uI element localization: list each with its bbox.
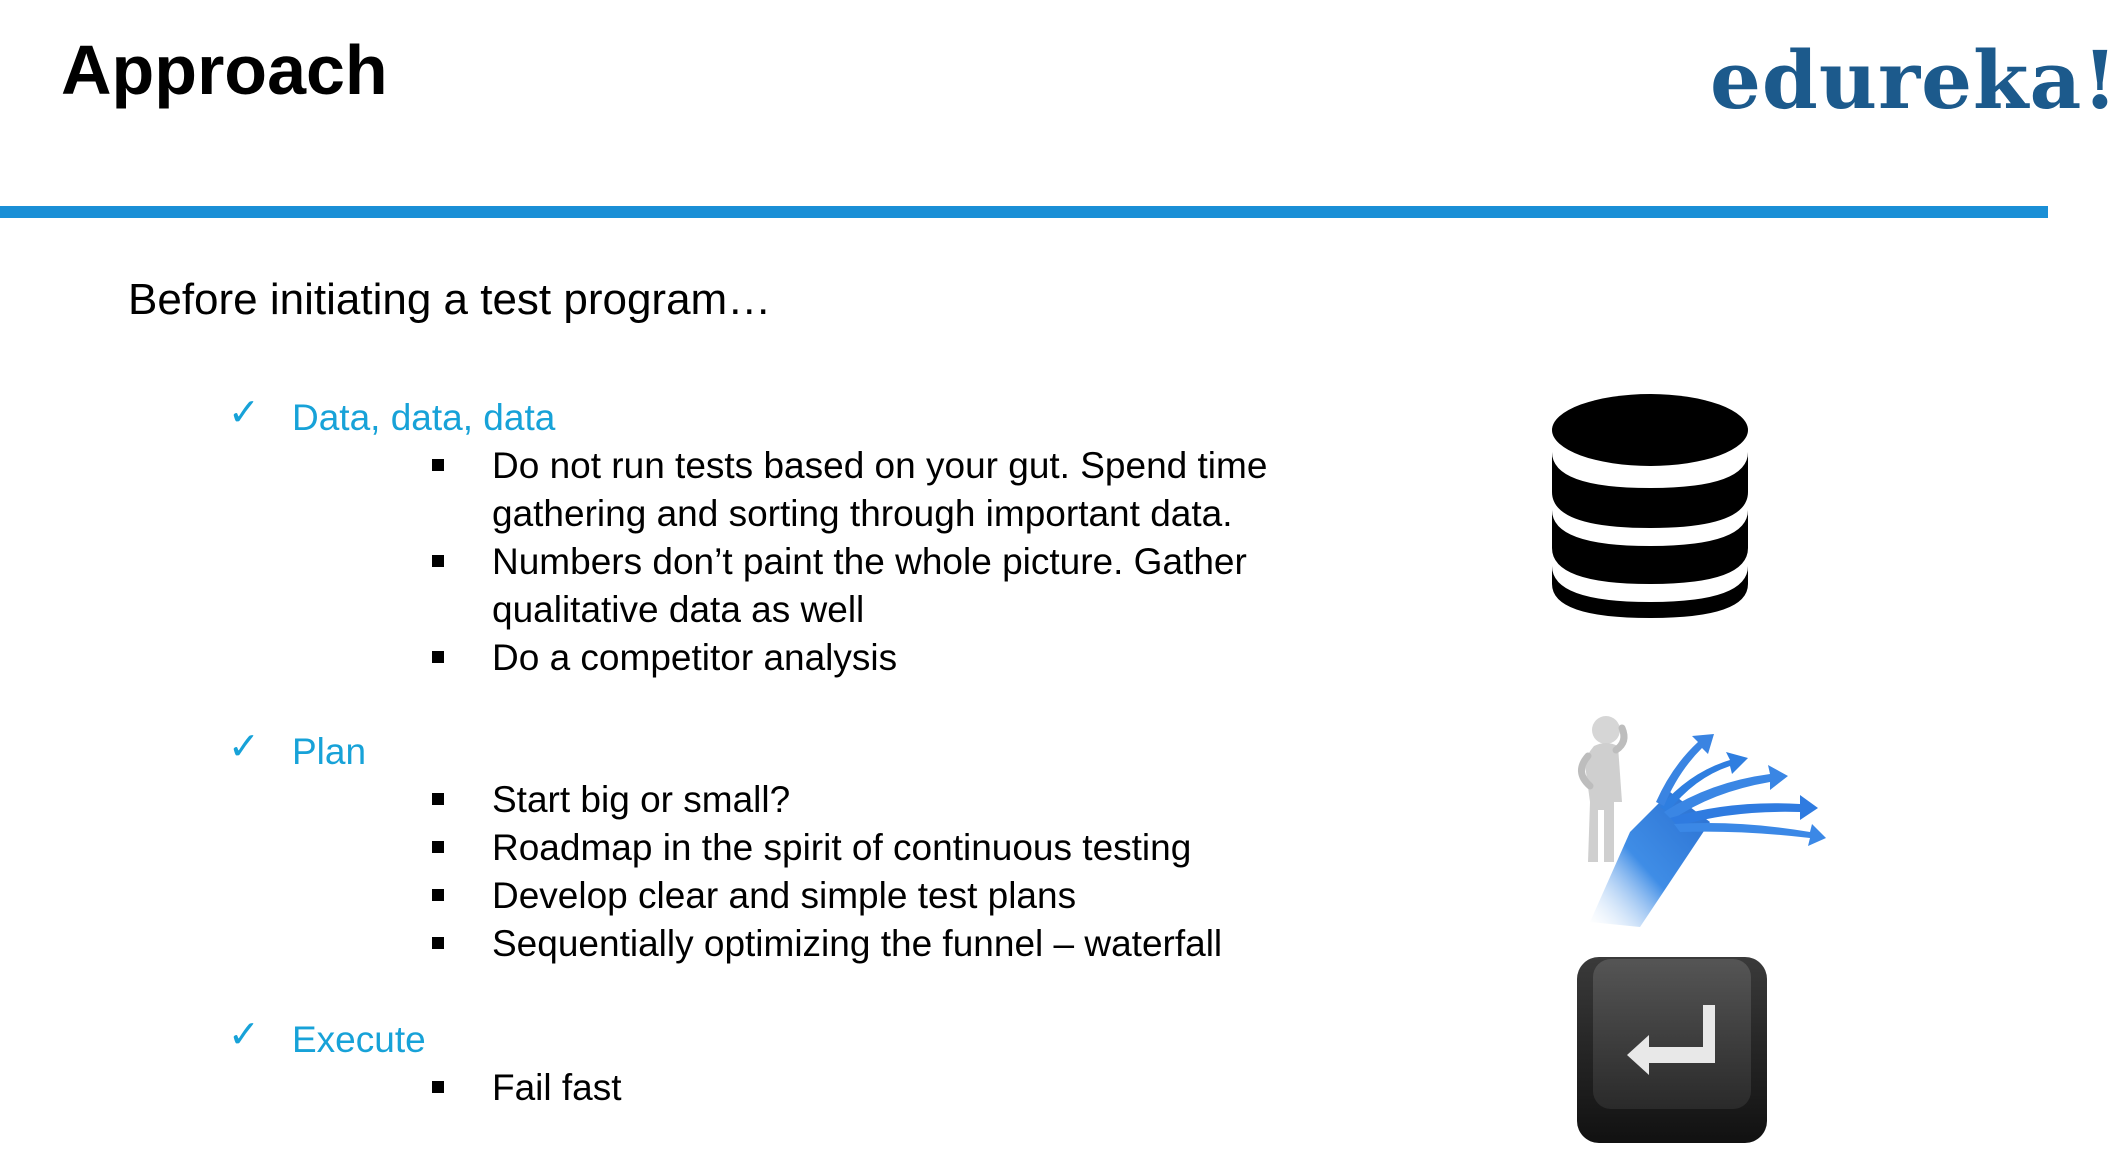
checkmark-icon: ✓ xyxy=(228,390,260,434)
square-bullet-icon xyxy=(432,459,444,471)
bullet-text: Sequentially optimizing the funnel – waterfall xyxy=(492,923,1223,964)
checkmark-icon: ✓ xyxy=(228,724,260,768)
edureka-logo: edureka! xyxy=(1710,33,2118,127)
database-icon xyxy=(1548,392,1752,620)
square-bullet-icon xyxy=(432,555,444,567)
section-heading xyxy=(228,1012,1128,1064)
bullet-list xyxy=(430,1064,1280,1112)
square-bullet-icon xyxy=(432,841,444,853)
square-bullet-icon xyxy=(432,937,444,949)
bullet-list xyxy=(430,442,1280,682)
bullet-text: Develop clear and simple test plans xyxy=(492,875,1077,916)
bullet-list xyxy=(430,776,1280,968)
intro-text: Before initiating a test program… xyxy=(128,275,772,324)
list-item xyxy=(430,920,1280,968)
list-item xyxy=(430,824,1280,872)
square-bullet-icon xyxy=(432,793,444,805)
bullet-text: Numbers don’t paint the whole picture. Gather qualitative data as well xyxy=(492,541,1247,630)
bullet-text: Start big or small? xyxy=(492,779,791,820)
list-item xyxy=(430,442,1280,538)
enter-key-icon xyxy=(1575,953,1769,1145)
section-heading xyxy=(228,390,1128,442)
square-bullet-icon xyxy=(432,651,444,663)
bullet-text: Fail fast xyxy=(492,1067,622,1108)
bullet-text: Do a competitor analysis xyxy=(492,637,898,678)
section-heading xyxy=(228,724,1128,776)
list-item xyxy=(430,538,1280,634)
section-label: Execute xyxy=(292,1019,426,1060)
list-item xyxy=(430,872,1280,920)
bullet-text: Roadmap in the spirit of continuous testing xyxy=(492,827,1192,868)
square-bullet-icon xyxy=(432,1081,444,1093)
list-item xyxy=(430,634,1280,682)
section-label: Data, data, data xyxy=(292,397,556,438)
bullet-text: Do not run tests based on your gut. Spend time gathering and sorting through important data. xyxy=(492,445,1268,534)
list-item xyxy=(430,776,1280,824)
list-item xyxy=(430,1064,1280,1112)
section-label: Plan xyxy=(292,731,367,772)
slide-title: Approach xyxy=(61,31,388,109)
checkmark-icon: ✓ xyxy=(228,1012,260,1056)
square-bullet-icon xyxy=(432,889,444,901)
decision-paths-figure xyxy=(1560,712,1830,932)
header-divider xyxy=(0,206,2048,218)
